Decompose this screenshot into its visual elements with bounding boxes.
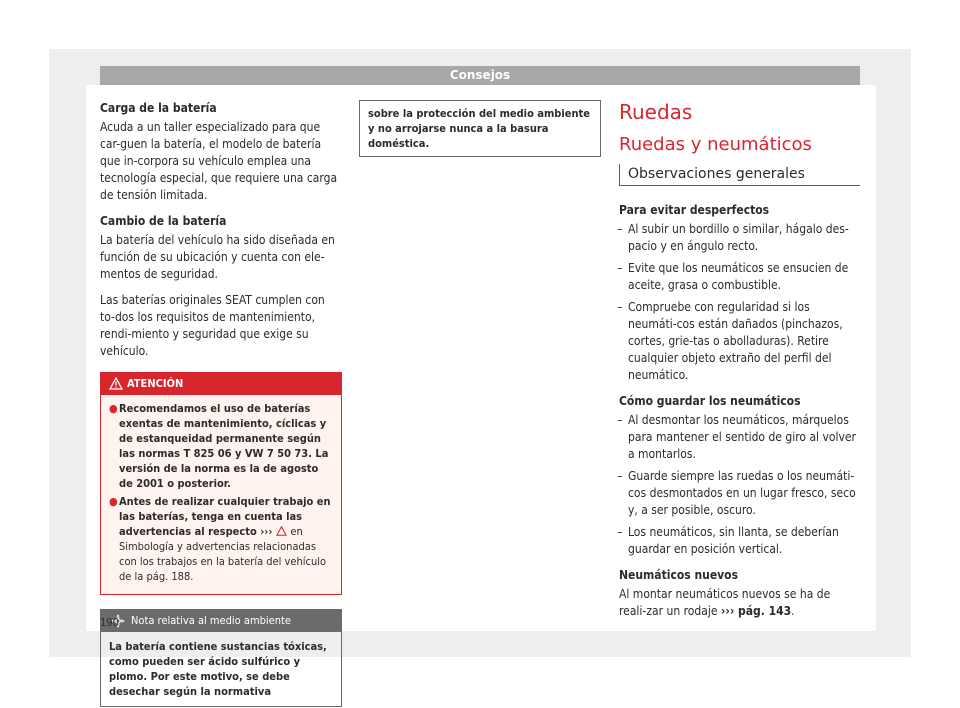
heading-store-tires: Cómo guardar los neumáticos	[619, 394, 801, 408]
paragraph-battery-change: La batería del vehículo ha sido diseñada en función de su ubicación y cuenta con ele-mentos de seguridad.	[100, 233, 335, 281]
page-number: 190	[100, 616, 119, 629]
environment-note-continuation: sobre la protección del medio ambiente y no arrojarse nunca a la basura doméstica.	[359, 100, 601, 157]
list-item: – Al desmontar los neumáticos, márquelos para mantener el sentido de giro al volver a montarlos.	[617, 413, 856, 461]
warning-item	[109, 401, 333, 491]
warning-triangle-icon	[109, 377, 123, 390]
paragraph-original-batteries: Las baterías originales SEAT cumplen con to-dos los requisitos de mantenimiento, rendi-miento y seguridad que exige su vehículo.	[100, 293, 325, 358]
left-column	[100, 100, 342, 707]
cross-reference-link[interactable]: ›››	[260, 525, 273, 538]
environment-note-header	[101, 610, 341, 632]
subsection-title: Observaciones generales	[619, 164, 860, 186]
paragraph-new-tires: Al montar neumáticos nuevos se ha de reali-zar un rodaje ››› pág. 143.	[619, 587, 831, 618]
warning-item-text: Antes de realizar cualquier trabajo en las baterías, tenga en cuenta las advertencias al respecto	[119, 495, 331, 538]
heading-new-tires: Neumáticos nuevos	[619, 568, 739, 582]
environment-note-title: Nota relativa al medio ambiente	[131, 614, 291, 627]
list-item: – Al subir un bordillo o similar, hágalo des-pacio y en ángulo recto.	[617, 222, 849, 253]
right-column	[619, 100, 860, 629]
list-store-tires	[619, 412, 860, 558]
bullet-icon: ●	[109, 495, 118, 508]
warning-item	[109, 494, 333, 584]
middle-column	[359, 100, 601, 157]
cross-reference-link[interactable]: ››› pág. 143	[720, 604, 792, 618]
heading-avoid-damage: Para evitar desperfectos	[619, 203, 770, 217]
bullet-icon: ●	[109, 402, 118, 415]
warning-item-reference-text: en Simbología y advertencias relacionadas con los trabajos en la batería del vehículo de la pág. 188.	[119, 525, 327, 583]
environment-note-box	[100, 609, 342, 707]
list-item: – Guarde siempre las ruedas o los neumáti-cos desmontados en un lugar fresco, seco y, a ser posible, oscuro.	[617, 469, 856, 517]
list-item: – Compruebe con regularidad si los neumáti-cos están dañados (pinchazos, cortes, grie-tas o abolladuras). Retire cualquier objeto extraño del perfil del neumático.	[617, 300, 843, 382]
warning-body	[101, 395, 341, 594]
warning-header	[101, 373, 341, 395]
list-avoid-damage	[619, 221, 860, 384]
warning-triangle-icon	[276, 526, 287, 536]
section-header: Consejos	[100, 66, 860, 85]
warning-box	[100, 372, 342, 595]
environment-note-text: La batería contiene sustancias tóxicas, como pueden ser ácido sulfúrico y plomo. Por este motivo, se debe desechar según la normativa	[109, 640, 327, 698]
list-item: – Los neumáticos, sin llanta, se deberían guardar en posición vertical.	[617, 525, 839, 556]
warning-title: ATENCIÓN	[127, 377, 184, 390]
section-title: Ruedas y neumáticos	[619, 134, 812, 155]
heading-battery-charge: Carga de la batería	[100, 101, 217, 115]
chapter-title: Ruedas	[619, 100, 693, 124]
warning-item-text: Recomendamos el uso de baterías exentas de mantenimiento, cíclicas y de estanqueidad permanente según las normas T 825 06 y VW 7 50 73. La versión de la norma es la de agosto de 2001 o posterior.	[119, 402, 329, 490]
heading-battery-change: Cambio de la batería	[100, 214, 227, 228]
list-item: – Evite que los neumáticos se ensucien de aceite, grasa o combustible.	[617, 261, 849, 292]
paragraph-battery-charge: Acuda a un taller especializado para que car-guen la batería, el modelo de batería que in-corpora su vehículo emplea una tecnología especial, que requiere una carga de tensión limitada.	[100, 120, 338, 202]
